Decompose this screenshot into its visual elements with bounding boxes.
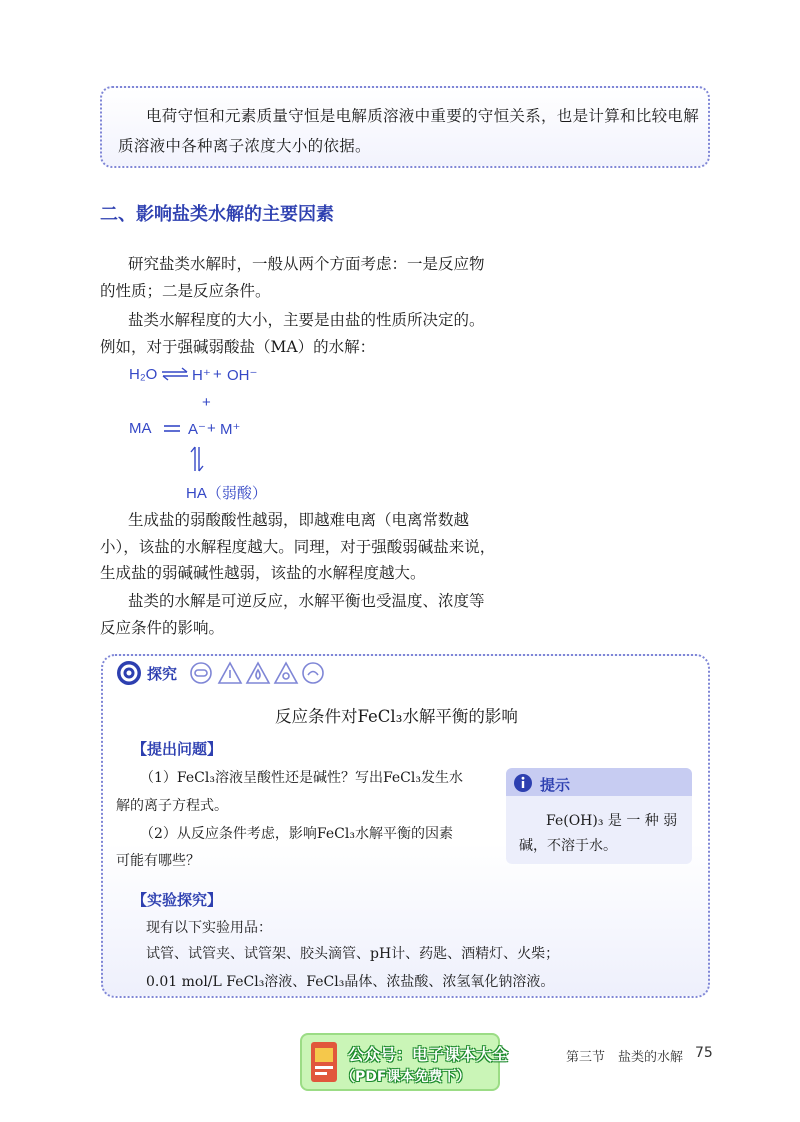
eq-ha: HA（弱酸）	[186, 485, 267, 502]
paragraph-line: 生成盐的弱碱碱性越弱，该盐的水解程度越大。	[100, 564, 426, 582]
paragraph-line: 研究盐类水解时，一般从两个方面考虑：一是反应物	[128, 255, 485, 273]
eq-h2o: H₂O	[129, 366, 158, 383]
safety-icons	[190, 661, 324, 685]
corrosive-warning-icon	[275, 663, 297, 683]
section-title: 二、影响盐类水解的主要因素	[100, 204, 334, 225]
promo-line-2: （PDF课本免费下）	[341, 1069, 471, 1085]
eq-ma: MA	[129, 420, 152, 437]
experiment-heading: 【实验探究】	[132, 891, 223, 909]
explore-title: 反应条件对FeCl₃水解平衡的影响	[275, 707, 518, 726]
eq-plus: +	[213, 366, 222, 383]
question-line: 可能有哪些？	[116, 853, 200, 869]
handwash-icon	[303, 663, 323, 683]
experiment-line: 现有以下实验用品：	[146, 920, 272, 936]
experiment-line: 试管、试管夹、试管架、胶头滴管、pH计、药匙、酒精灯、火柴；	[146, 946, 560, 962]
experiment-line: 0.01 mol/L FeCl₃溶液、FeCl₃晶体、浓盐酸、浓氢氧化钠溶液。	[146, 974, 555, 990]
question-line: 解的离子方程式。	[116, 798, 228, 814]
vertical-equilibrium-arrow-icon	[190, 444, 204, 474]
eq-mplus: M⁺	[220, 421, 241, 438]
paragraph-line: 盐类的水解是可逆反应，水解平衡也受温度、浓度等	[128, 592, 485, 610]
eq-plus2: +	[207, 420, 216, 437]
question-line: （2）从反应条件考虑，影响FeCl₃水解平衡的因素	[140, 826, 453, 842]
hint-header	[506, 768, 692, 796]
hint-line: Fe(OH)₃ 是 一 种 弱	[546, 813, 678, 829]
paragraph-line: 生成盐的弱酸酸性越弱，即越难电离（电离常数越	[128, 511, 470, 529]
paragraph-line: 的性质；二是反应条件。	[100, 282, 271, 300]
paragraph-line: 反应条件的影响。	[100, 619, 225, 637]
goggles-icon	[191, 663, 211, 683]
hint-line: 碱，不溶于水。	[519, 838, 617, 854]
question-line: （1）FeCl₃溶液呈酸性还是碱性？写出FeCl₃发生水	[140, 770, 463, 786]
page-number: 75	[695, 1045, 713, 1061]
chapter-footer: 第三节 盐类的水解	[566, 1050, 684, 1065]
hint-label: 提示	[540, 776, 571, 794]
question-heading: 【提出问题】	[132, 740, 223, 758]
eq-ohminus: OH⁻	[227, 367, 258, 384]
promo-line-1: 公众号：电子课本大全	[348, 1045, 509, 1064]
equilibrium-arrow-icon	[160, 366, 190, 382]
paragraph-line: 小），该盐的水解程度越大。同理，对于强酸弱碱盐来说，	[100, 538, 496, 556]
paragraph-line: 例如，对于强碱弱酸盐（MA）的水解：	[100, 338, 376, 356]
paragraph-line: 盐类水解程度的大小，主要是由盐的性质所决定的。	[128, 311, 485, 329]
hot-warning-icon	[219, 663, 241, 683]
explore-label: 探究	[147, 665, 178, 683]
eq-plus-vertical: +	[202, 394, 211, 411]
target-icon	[116, 660, 142, 686]
eq-hplus: H⁺	[192, 367, 211, 384]
eq-aminus: A⁻	[188, 421, 206, 438]
book-logo-icon	[309, 1040, 339, 1084]
note-line-2: 质溶液中各种离子浓度大小的依据。	[118, 137, 371, 155]
info-icon	[513, 773, 533, 793]
fire-warning-icon	[247, 663, 269, 683]
note-line-1: 电荷守恒和元素质量守恒是电解质溶液中重要的守恒关系，也是计算和比较电解	[146, 107, 700, 125]
equals-arrow-icon	[162, 423, 182, 435]
